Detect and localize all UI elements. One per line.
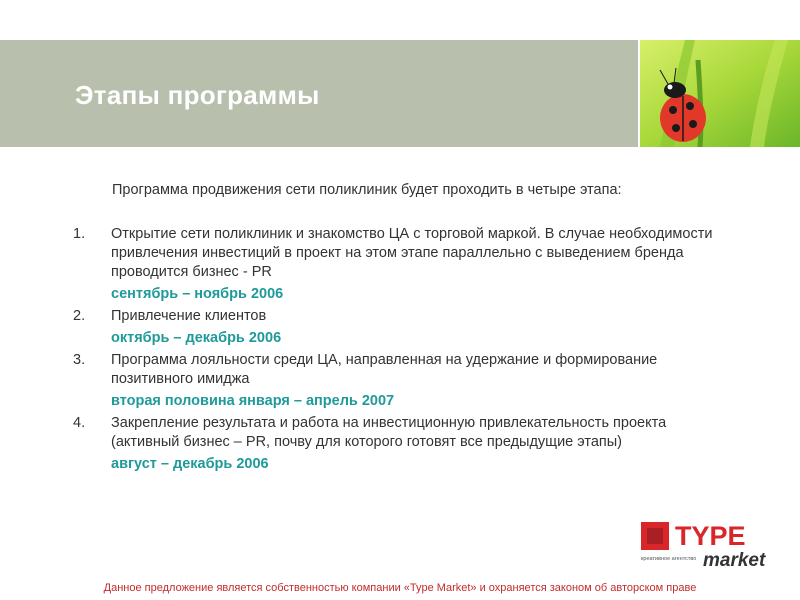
item-number: 3. (73, 352, 86, 368)
intro-text: Программа продвижения сети поликлиник будет проходить в четыре этапа: (112, 182, 622, 198)
list-item (73, 414, 733, 452)
logo-brand-top: TYPE (675, 521, 746, 551)
type-market-logo (641, 520, 773, 572)
list-item (73, 225, 733, 282)
page-title: Этапы программы (75, 80, 320, 110)
item-text: Закрепление результата и работа на инвестиционную привлекательность проекта (активный бизнес – PR, почву для которого готовят все предыдущие этапы) (111, 415, 667, 450)
logo-brand-bottom: market (703, 550, 766, 571)
item-date: октябрь – декабрь 2006 (111, 330, 282, 346)
item-text: Привлечение клиентов (111, 308, 267, 324)
item-text: Открытие сети поликлиник и знакомство ЦА с торговой маркой. В случае необходимости привлечения инвестиций в проект на этом этапе параллельно с выведением бренда проводится бизнес - PR (111, 226, 713, 280)
list-item (73, 351, 733, 389)
item-number: 2. (73, 308, 86, 324)
list-item (73, 307, 733, 326)
item-date: сентябрь – ноябрь 2006 (111, 286, 284, 302)
stages-list (73, 225, 733, 477)
logo-tagline: креативное агентство (641, 556, 697, 562)
footer-copyright: Данное предложение является собственностью компании «Type Market» и охраняется законом об авторском праве (103, 582, 697, 594)
item-number: 1. (73, 226, 86, 242)
item-number: 4. (73, 415, 86, 431)
item-text: Программа лояльности среди ЦА, направленная на удержание и формирование позитивного имиджа (111, 352, 658, 387)
item-date: август – декабрь 2006 (111, 456, 269, 472)
ladybug-photo (640, 40, 800, 147)
item-date: вторая половина января – апрель 2007 (111, 393, 395, 409)
